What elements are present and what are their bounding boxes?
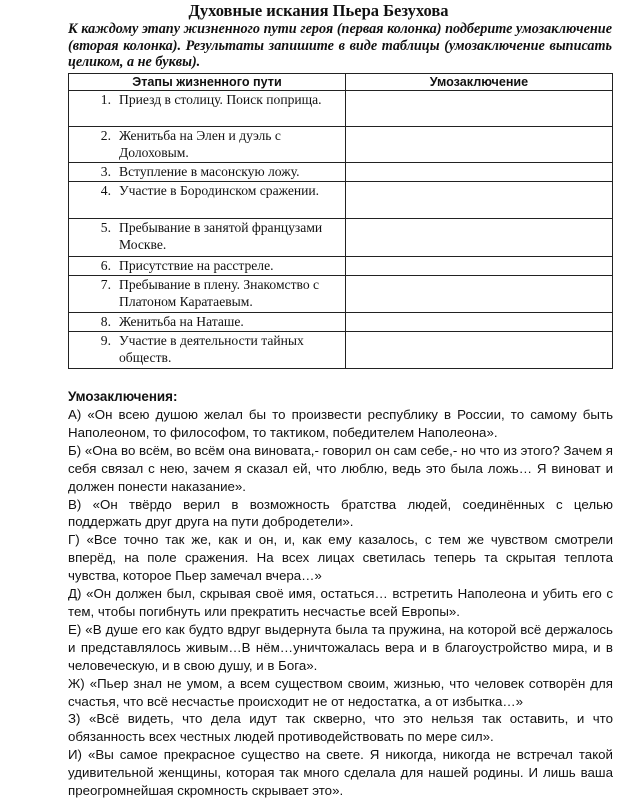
stage-text: Присутствие на расстреле. bbox=[119, 258, 274, 273]
stage-number: 9. bbox=[100, 333, 111, 348]
table-row bbox=[69, 163, 613, 182]
stage-cell bbox=[69, 257, 346, 276]
conclusion-cell bbox=[346, 219, 613, 257]
conclusion-item: И) «Вы самое прекрасное существо на свете. Я никогда, никогда не встречал такой удивительной женщины, которая так много сделала для нашей родины. И лишь ваша преогромнейшая скромность скрывает это». bbox=[68, 747, 613, 799]
stage-cell bbox=[69, 127, 346, 163]
stage-number: 8. bbox=[100, 314, 111, 329]
stage-cell bbox=[69, 219, 346, 257]
table-row bbox=[69, 219, 613, 257]
stage-cell bbox=[69, 163, 346, 182]
stage-text: Пребывание в занятой французами Москве. bbox=[119, 220, 323, 252]
stage-text: Приезд в столицу. Поиск поприща. bbox=[119, 92, 322, 107]
conclusion-item: А) «Он всею душою желал бы то произвести республику в России, то самому быть Наполеоном, то философом, то тактиком, победителем Наполеона». bbox=[68, 407, 613, 440]
conclusion-cell bbox=[346, 276, 613, 313]
conclusion-item: В) «Он твёрдо верил в возможность братства людей, соединённых с целью поддержать друг друга на пути добродетели». bbox=[68, 496, 613, 530]
stage-text: Пребывание в плену. Знакомство с Платоном Каратаевым. bbox=[119, 277, 320, 309]
conclusion-cell bbox=[346, 313, 613, 332]
conclusion-item: Ж) «Пьер знал не умом, а всем существом своим, жизнью, что человек сотворён для счастья, что всё несчастье происходит не от недостатка, а от избытка…» bbox=[68, 675, 613, 709]
stage-number: 3. bbox=[100, 164, 111, 179]
table-row bbox=[69, 332, 613, 369]
table-row bbox=[69, 257, 613, 276]
column-header-conclusion: Умозаключение bbox=[346, 74, 613, 91]
conclusion-cell bbox=[346, 91, 613, 127]
conclusion-item: Г) «Все точно так же, как и он, и, как ему казалось, с тем же чувством смотрели вперёд, на поле сражения. На всех лицах светилась теперь та скрытая теплота чувства, которое Пьер замечал вчера…» bbox=[68, 532, 613, 584]
conclusion-cell bbox=[346, 127, 613, 163]
table-row bbox=[69, 276, 613, 313]
stage-cell bbox=[69, 91, 346, 127]
stage-text: Участие в Бородинском сражении. bbox=[119, 183, 320, 198]
stage-cell bbox=[69, 276, 346, 313]
stage-cell bbox=[69, 332, 346, 369]
conclusion-item: Б) «Она во всём, во всём она виновата,- говорил он сам себе,- но что из этого? Зачем я себя связал с нею, зачем я сказал ей, что люблю, ведь это была ложь… Я виноват и должен понести наказание». bbox=[68, 442, 613, 494]
conclusion-item: Е) «В душе его как будто вдруг выдернута была та пружина, на которой всё держалось и представлялось живым…В нём…уничтожалась вера и в благоустройство мира, и в человеческую, и в свою душу, и в Бога». bbox=[68, 621, 613, 673]
stage-number: 2. bbox=[100, 128, 111, 143]
stage-number: 6. bbox=[100, 258, 111, 273]
conclusions-list bbox=[68, 406, 613, 800]
conclusion-cell bbox=[346, 182, 613, 219]
stage-number: 4. bbox=[100, 183, 111, 198]
table-row bbox=[69, 91, 613, 127]
task-instructions: К каждому этапу жизненного пути героя (первая колонка) подберите умозаключение (вторая колонка). Результаты запишите в виде таблицы (умозаключение выписать целиком, а не буквы). bbox=[68, 21, 612, 70]
stage-text: Женитьба на Элен и дуэль с Долоховым. bbox=[119, 128, 281, 160]
table-row bbox=[69, 127, 613, 163]
column-header-stages: Этапы жизненного пути bbox=[69, 74, 346, 91]
stage-text: Участие в деятельности тайных обществ. bbox=[119, 333, 304, 365]
conclusion-cell bbox=[346, 163, 613, 182]
stage-cell bbox=[69, 313, 346, 332]
table-row bbox=[69, 313, 613, 332]
stage-cell bbox=[69, 182, 346, 219]
page-title: Духовные искания Пьера Безухова bbox=[188, 1, 449, 20]
conclusion-item: З) «Всё видеть, что дела идут так скверно, что это нельзя так оставить, и что обязанность всех честных людей противодействовать по мере сил». bbox=[68, 711, 613, 745]
conclusion-cell bbox=[346, 257, 613, 276]
stage-number: 7. bbox=[100, 277, 111, 292]
stage-text: Вступление в масонскую ложу. bbox=[119, 164, 300, 179]
stage-number: 5. bbox=[100, 220, 111, 235]
conclusions-heading: Умозаключения: bbox=[68, 389, 178, 404]
conclusion-item: Д) «Он должен был, скрывая своё имя, остаться… встретить Наполеона и убить его с тем, чтобы погибнуть или прекратить несчастье всей Европы». bbox=[68, 586, 613, 619]
table-row bbox=[69, 182, 613, 219]
table-header-row bbox=[69, 74, 613, 91]
conclusion-cell bbox=[346, 332, 613, 369]
stage-text: Женитьба на Наташе. bbox=[119, 314, 244, 329]
stages-table bbox=[68, 73, 613, 369]
stage-number: 1. bbox=[100, 92, 111, 107]
